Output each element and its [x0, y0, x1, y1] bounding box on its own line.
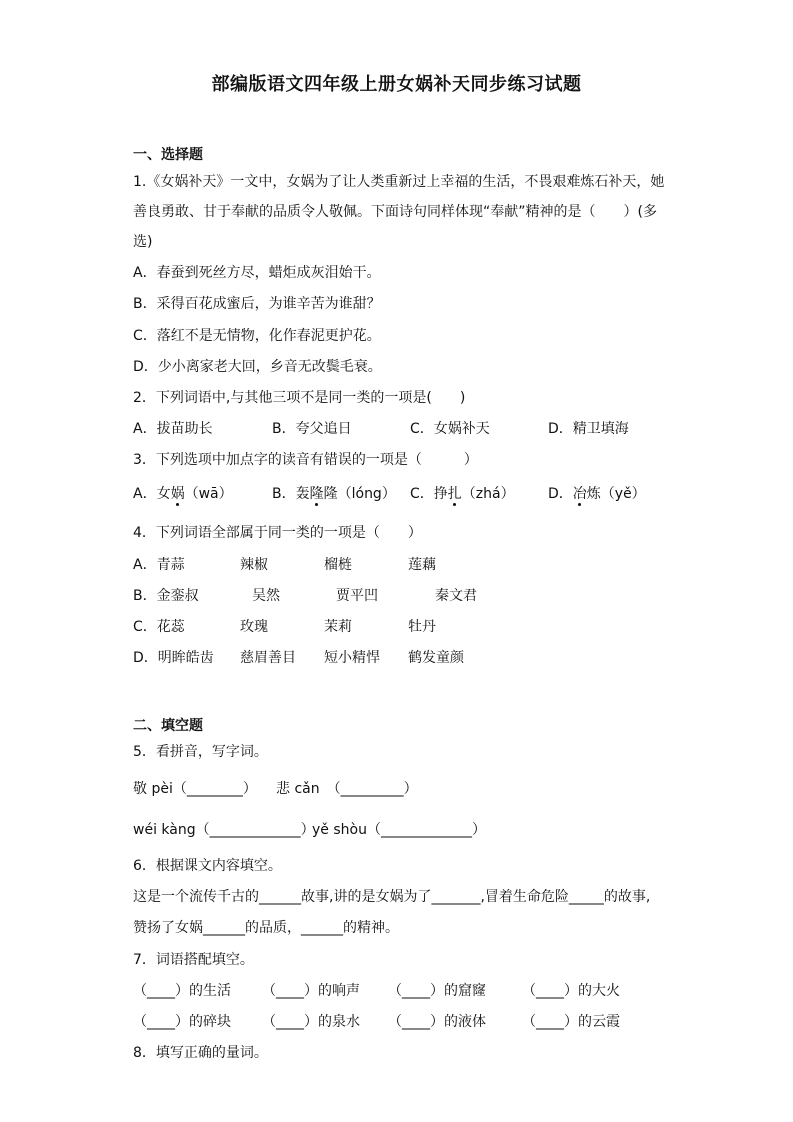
q6-line-1: 这是一个流传千古的______故事,讲的是女娲为了_______,冒着生命危险_____的故事,	[133, 889, 651, 905]
q4-b-word-2: 吴然	[252, 588, 280, 604]
q7-r1-c4: （____）的大火	[522, 983, 620, 999]
q1-option-d: D．少小离家老大回，乡音无改鬓毛衰。	[133, 359, 382, 375]
q4-d-word-1: D．明眸皓齿	[133, 650, 214, 666]
q4-c-word-4: 牡丹	[408, 619, 436, 635]
q1-option-c: C．落红不是无情物，化作春泥更护花。	[133, 328, 381, 344]
q3-c-prefix: C．挣	[410, 486, 448, 502]
q3-b-dotted-char: 隆	[309, 486, 324, 502]
q7-r1-c3: （____）的窟窿	[388, 983, 486, 999]
q2-option-b: B．夸父追日	[272, 421, 352, 437]
q7-r2-c3: （____）的液体	[388, 1014, 486, 1030]
q3-option-c	[410, 484, 515, 504]
q2-text: 2．下列词语中,与其他三项不是同一类的一项是( )	[133, 390, 466, 406]
q6-text: 6．根据课文内容填空。	[133, 858, 282, 874]
q4-c-word-3: 茉莉	[324, 619, 352, 635]
q5-item-yeshou: yě shòu（_____________）	[312, 822, 486, 838]
q4-a-word-4: 莲藕	[408, 557, 436, 573]
q7-r1-c1: （____）的生活	[133, 983, 231, 999]
section-heading-fill: 二、填空题	[133, 718, 203, 734]
q3-d-prefix: D．	[548, 486, 573, 502]
q5-item-beican: 悲 cǎn （_________）	[276, 781, 418, 797]
q3-text: 3．下列选项中加点字的读音有错误的一项是（ ）	[133, 452, 478, 468]
q4-d-word-3: 短小精悍	[324, 650, 380, 666]
section-heading-choice: 一、选择题	[133, 147, 203, 163]
q7-r2-c1: （____）的碎块	[133, 1014, 231, 1030]
q8-text: 8．填写正确的量词。	[133, 1045, 268, 1061]
q4-a-word-3: 榴梿	[324, 557, 352, 573]
q6-line-2: 赞扬了女娲______的品质，______的精神。	[133, 920, 399, 936]
q4-c-word-2: 玫瑰	[240, 619, 268, 635]
q4-b-word-4: 秦文君	[435, 588, 477, 604]
q3-option-a	[133, 484, 233, 504]
q7-text: 7．词语搭配填空。	[133, 952, 254, 968]
q7-r2-c2: （____）的泉水	[262, 1014, 360, 1030]
q3-a-suffix: （wā）	[184, 486, 233, 502]
q5-item-jingpei: 敬 pèi（________）	[133, 781, 257, 797]
q3-d-dotted-char: 冶	[572, 486, 587, 502]
q4-d-word-2: 慈眉善目	[240, 650, 296, 666]
q1-text-line-1: 1.《女娲补天》一文中，女娲为了让人类重新过上幸福的生活，不畏艰难炼石补天，她	[133, 174, 665, 190]
q3-c-suffix: （zhá）	[461, 486, 515, 502]
q3-b-prefix: B．轰	[272, 486, 310, 502]
q2-option-a: A．拔苗助长	[133, 421, 213, 437]
q1-option-b: B．采得百花成蜜后，为谁辛苦为谁甜？	[133, 296, 381, 312]
q3-a-prefix: A．女	[133, 486, 171, 502]
q2-option-c: C．女娲补天	[410, 421, 490, 437]
q5-text: 5．看拼音，写字词。	[133, 744, 268, 760]
q4-a-word-2: 辣椒	[240, 557, 268, 573]
q3-option-b	[272, 484, 396, 504]
q4-text: 4．下列词语全部属于同一类的一项是（ ）	[133, 525, 422, 541]
q4-c-word-1: C．花蕊	[133, 619, 185, 635]
q1-text-line-3: 选)	[133, 234, 153, 250]
q4-d-word-4: 鹤发童颜	[408, 650, 464, 666]
q4-b-word-1: B．金銮叔	[133, 588, 199, 604]
q2-option-d: D．精卫填海	[548, 421, 629, 437]
q3-b-suffix: 隆（lóng）	[323, 486, 396, 502]
page-title: 部编版语文四年级上册女娲补天同步练习试题	[211, 74, 582, 95]
q3-a-dotted-char: 娲	[170, 486, 185, 502]
q5-item-weikang: wéi kàng（_____________）	[133, 822, 315, 838]
q4-a-word-1: A．青蒜	[133, 557, 185, 573]
q4-b-word-3: 贾平凹	[336, 588, 378, 604]
q1-option-a: A．春蚕到死丝方尽，蜡炬成灰泪始干。	[133, 265, 381, 281]
q7-r2-c4: （____）的云霞	[522, 1014, 620, 1030]
q3-option-d	[548, 484, 646, 504]
q3-d-suffix: 炼（yě）	[586, 486, 646, 502]
q3-c-dotted-char: 扎	[447, 486, 462, 502]
q1-text-line-2: 善良勇敢、甘于奉献的品质令人敬佩。下面诗句同样体现“奉献”精神的是（ ）(多	[133, 204, 657, 220]
q7-r1-c2: （____）的响声	[262, 983, 360, 999]
